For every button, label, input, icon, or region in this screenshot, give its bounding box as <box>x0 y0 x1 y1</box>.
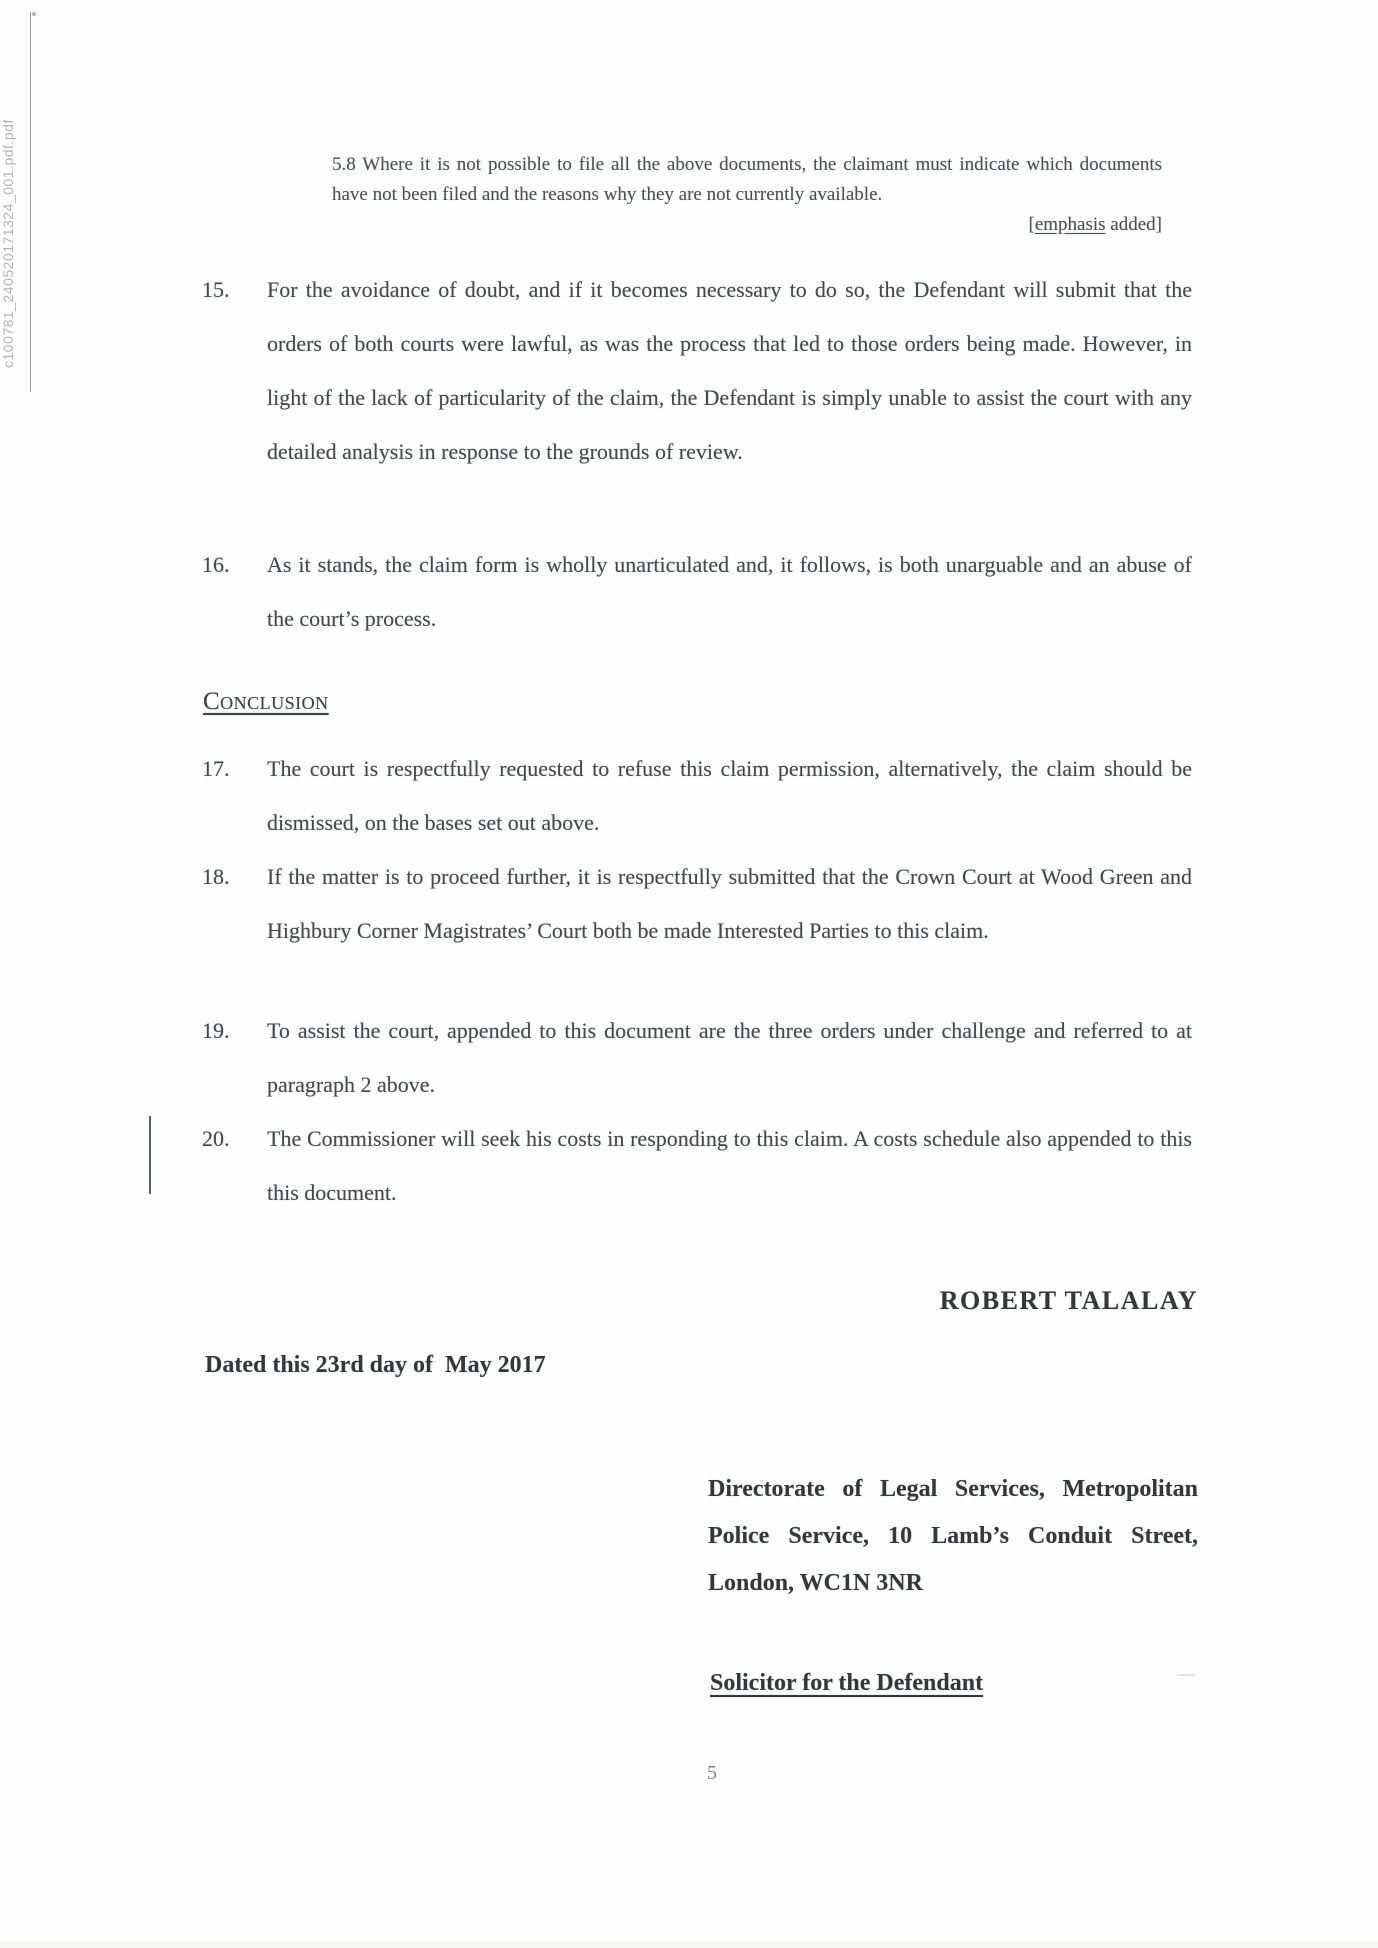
paragraph-17 <box>202 742 1192 850</box>
scan-gutter-line <box>30 12 31 392</box>
scan-gutter-dot <box>32 12 36 16</box>
dated-line: Dated this 23rd day of May 2017 <box>205 1352 546 1378</box>
paragraph-number: 18. <box>202 864 230 889</box>
signatory-name: ROBERT TALALAY <box>939 1286 1198 1315</box>
paragraph-number: 20. <box>202 1126 230 1151</box>
paragraph-16 <box>202 538 1192 646</box>
paragraph-18 <box>202 850 1192 958</box>
quote-attribution-open: [ <box>1028 214 1035 235</box>
quote-attribution <box>332 210 1162 240</box>
quoted-rule-text: 5.8 Where it is not possible to file all the above documents, the claimant must indicate which documents have not been filed and the reasons why they are not currently available. <box>332 154 1162 205</box>
paragraph-number: 19. <box>202 1018 230 1043</box>
paragraph-text: The court is respectfully requested to refuse this claim permission, alternatively, the claim should be dismissed, on the bases set out above. <box>267 756 1192 835</box>
paragraph-20 <box>202 1112 1192 1220</box>
paragraph-19 <box>202 1004 1192 1112</box>
scan-bottom-edge <box>0 1942 1378 1948</box>
margin-revision-bar <box>149 1116 151 1194</box>
paragraph-number: 17. <box>202 756 230 781</box>
scan-artifact <box>1177 1674 1195 1676</box>
paragraph-number: 15. <box>202 277 230 302</box>
paragraph-text: To assist the court, appended to this document are the three orders under challenge and referred to at paragraph 2 above. <box>267 1018 1192 1097</box>
paragraph-text: The Commissioner will seek his costs in responding to this claim. A costs schedule also appended to this this document. <box>267 1126 1192 1205</box>
quote-attribution-emphasis: emphasis <box>1034 214 1106 235</box>
conclusion-heading: Conclusion <box>203 688 329 715</box>
paragraph-number: 16. <box>202 552 230 577</box>
paragraph-text: As it stands, the claim form is wholly unarticulated and, it follows, is both unarguable and an abuse of the court’s process. <box>267 552 1192 631</box>
solicitor-address-block: Directorate of Legal Services, Metropolitan Police Service, 10 Lamb’s Conduit Street, London, WC1N 3NR <box>708 1476 1198 1596</box>
page-number: 5 <box>707 1762 717 1784</box>
solicitor-role-line: Solicitor for the Defendant <box>710 1670 984 1696</box>
paragraph-text: For the avoidance of doubt, and if it becomes necessary to do so, the Defendant will submit that the orders of both courts were lawful, as was the process that led to those orders being made. However, in light of the lack of particularity of the claim, the Defendant is simply unable to assist the court with any detailed analysis in response to the grounds of review. <box>267 277 1192 464</box>
paragraph-15 <box>202 263 1192 479</box>
paragraph-text: If the matter is to proceed further, it is respectfully submitted that the Crown Court at Wood Green and Highbury Corner Magistrates’ Court both be made Interested Parties to this claim. <box>267 864 1192 943</box>
pdf-filename-vertical-label: c100781_240520171324_001.pdf.pdf <box>0 119 16 368</box>
quote-attribution-rest: added] <box>1105 214 1162 235</box>
